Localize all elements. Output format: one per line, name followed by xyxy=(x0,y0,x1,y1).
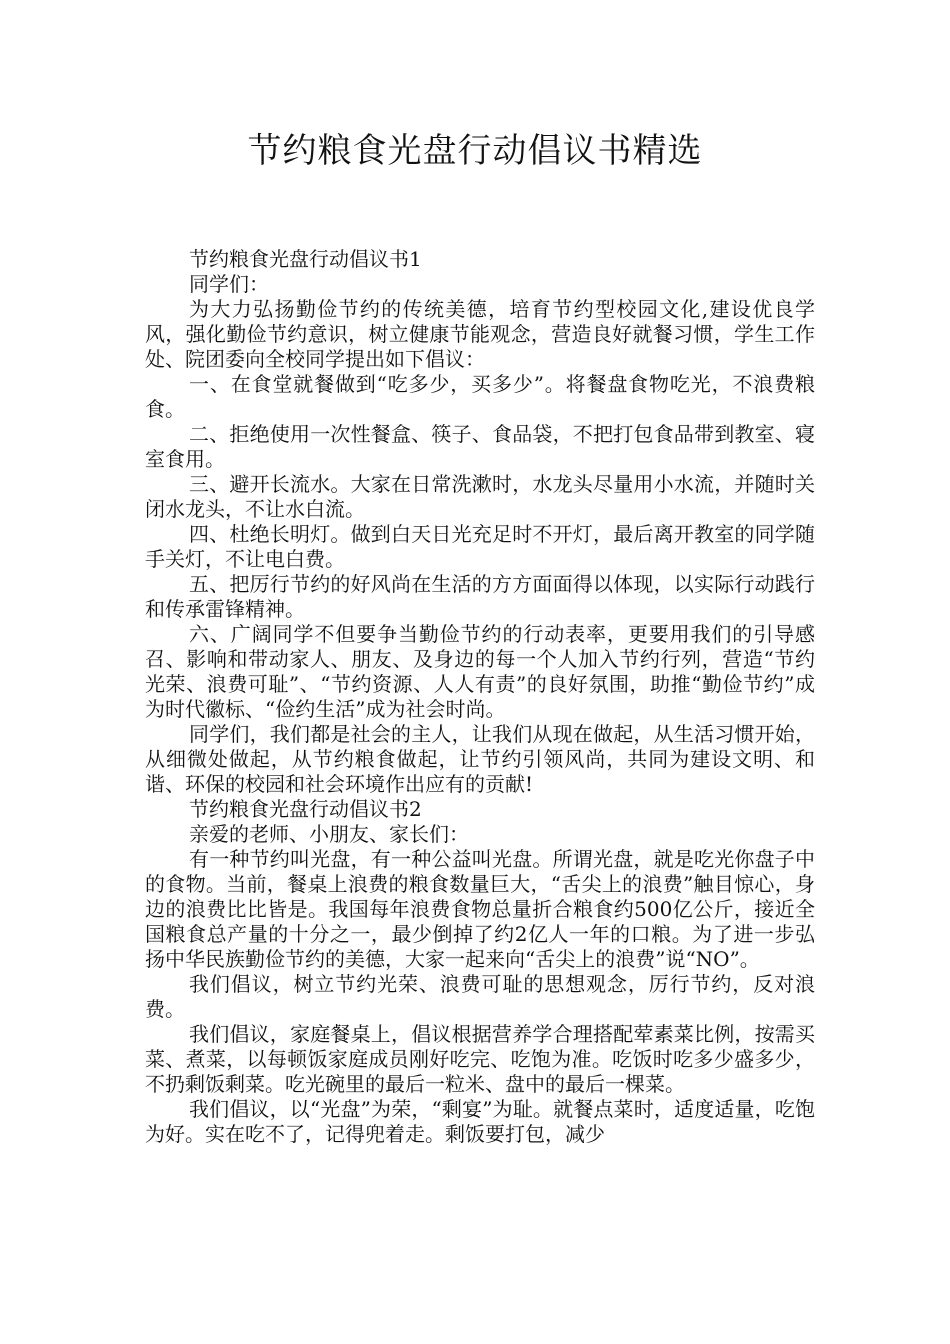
document-body xyxy=(145,247,815,1147)
paragraph: 我们倡议，家庭餐桌上，倡议根据营养学合理搭配荤素菜比例，按需买菜、煮菜，以每顿饭家庭成员刚好吃完、吃饱为准。吃饭时吃多少盛多少，不扔剩饭剩菜。吃光碗里的最后一粒米、盘中的最后一棵菜。 xyxy=(145,1022,815,1096)
paragraph: 一、在食堂就餐做到“吃多少，买多少”。将餐盘食物吃光，不浪费粮食。 xyxy=(145,372,815,421)
paragraph: 为大力弘扬勤俭节约的传统美德，培育节约型校园文化,建设优良学风，强化勤俭节约意识，树立健康节能观念，营造良好就餐习惯，学生工作处、院团委向全校同学提出如下倡议： xyxy=(145,297,815,371)
paragraph: 六、广阔同学不但要争当勤俭节约的行动表率，更要用我们的引导感召、影响和带动家人、朋友、及身边的每一个人加入节约行列，营造“节约光荣、浪费可耻”、“节约资源、人人有责”的良好氛围，助推“勤俭节约”成为时代徽标、“俭约生活”成为社会时尚。 xyxy=(145,622,815,721)
paragraph: 二、拒绝使用一次性餐盒、筷子、食品袋，不把打包食品带到教室、寝室食用。 xyxy=(145,422,815,471)
paragraph: 我们倡议，树立节约光荣、浪费可耻的思想观念，厉行节约，反对浪费。 xyxy=(145,972,815,1021)
paragraph: 节约粮食光盘行动倡议书1 xyxy=(189,247,422,271)
document-title: 节约粮食光盘行动倡议书精选 xyxy=(247,131,703,171)
paragraph: 同学们，我们都是社会的主人，让我们从现在做起，从生活习惯开始，从细微处做起，从节约粮食做起，让节约引领风尚，共同为建设文明、和谐、环保的校园和社会环境作出应有的贡献! xyxy=(145,722,815,796)
paragraph: 有一种节约叫光盘，有一种公益叫光盘。所谓光盘，就是吃光你盘子中的食物。当前，餐桌上浪费的粮食数量巨大，“舌尖上的浪费”触目惊心，身边的浪费比比皆是。我国每年浪费食物总量折合粮食约500亿公斤，接近全国粮食总产量的十分之一，最少倒掉了约2亿人一年的口粮。为了进一步弘扬中华民族勤俭节约的美德，大家一起来向“舌尖上的浪费”说“NO”。 xyxy=(145,847,815,971)
paragraph: 我们倡议，以“光盘”为荣，“剩宴”为耻。就餐点菜时，适度适量，吃饱为好。实在吃不了，记得兜着走。剩饭要打包，减少 xyxy=(145,1097,815,1146)
paragraph: 节约粮食光盘行动倡议书2 xyxy=(189,797,422,821)
paragraph: 三、避开长流水。大家在日常洗漱时，水龙头尽量用小水流，并随时关闭水龙头，不让水白流。 xyxy=(145,472,815,521)
paragraph: 四、杜绝长明灯。做到白天日光充足时不开灯，最后离开教室的同学随手关灯，不让电白费。 xyxy=(145,522,815,571)
paragraph: 同学们： xyxy=(189,272,269,296)
paragraph: 亲爱的老师、小朋友、家长们： xyxy=(189,822,469,846)
paragraph: 五、把厉行节约的好风尚在生活的方方面面得以体现，以实际行动践行和传承雷锋精神。 xyxy=(145,572,815,621)
